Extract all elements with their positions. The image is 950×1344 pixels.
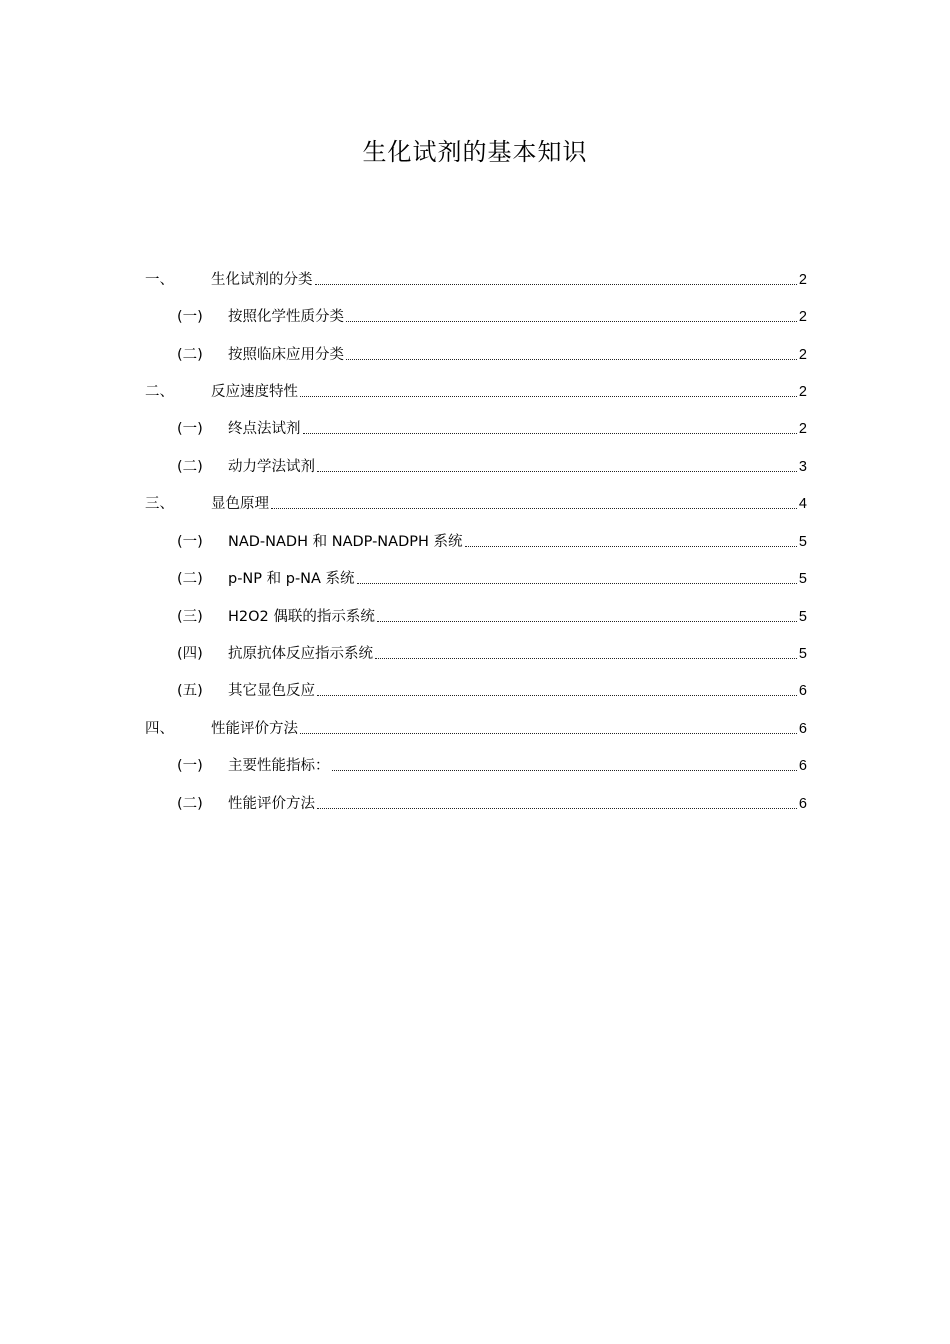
toc-entry[interactable]: [177, 526, 807, 552]
toc-entry-title: 显色原理: [211, 496, 269, 512]
toc-entry-page: 4: [798, 496, 807, 512]
toc-entry[interactable]: [177, 675, 807, 701]
toc-entry-title: 其它显色反应: [228, 683, 315, 699]
toc-dot-leader: [300, 732, 797, 734]
toc-entry-page: 2: [798, 384, 807, 400]
toc-entry[interactable]: [177, 451, 807, 477]
toc-entry-page: 6: [798, 796, 807, 812]
toc-dot-leader: [332, 769, 797, 771]
toc-entry[interactable]: [177, 339, 807, 365]
toc-entry-title: 终点法试剂: [228, 421, 301, 437]
toc-entry[interactable]: [177, 413, 807, 439]
toc-entry-page: 5: [798, 609, 807, 625]
toc-entry-title: 按照化学性质分类: [228, 309, 344, 325]
toc-entry[interactable]: [145, 376, 807, 402]
document-title: 生化试剂的基本知识: [362, 138, 588, 166]
toc-entry-page: 2: [798, 272, 807, 288]
toc-entry-page: 5: [798, 534, 807, 550]
toc-dot-leader: [346, 358, 797, 360]
toc-entry-title: 反应速度特性: [211, 384, 298, 400]
toc-dot-leader: [465, 545, 797, 547]
toc-entry[interactable]: [177, 788, 807, 814]
toc-entry-number: 二、: [145, 384, 174, 400]
toc-entry-number: (四): [177, 646, 203, 662]
toc-entry-title: 生化试剂的分类: [211, 272, 313, 288]
toc-entry[interactable]: [145, 488, 807, 514]
toc-entry-title: NAD-NADH 和 NADP-NADPH 系统: [228, 534, 463, 550]
toc-entry-title: 性能评价方法: [228, 796, 315, 812]
toc-entry-page: 5: [798, 571, 807, 587]
toc-entry-title: 抗原抗体反应指示系统: [228, 646, 373, 662]
toc-dot-leader: [377, 620, 797, 622]
toc-entry-number: 四、: [145, 721, 174, 737]
toc-entry-number: (一): [177, 534, 203, 550]
toc-entry-number: (二): [177, 796, 203, 812]
toc-entry-number: (二): [177, 571, 203, 587]
toc-dot-leader: [346, 320, 797, 322]
toc-entry-page: 2: [798, 347, 807, 363]
toc-dot-leader: [317, 694, 797, 696]
toc-entry-title: 动力学法试剂: [228, 459, 315, 475]
toc-dot-leader: [317, 470, 797, 472]
toc-entry-page: 6: [798, 683, 807, 699]
toc-entry-number: (三): [177, 609, 203, 625]
toc-entry[interactable]: [145, 264, 807, 290]
toc-entry-number: (一): [177, 758, 203, 774]
toc-dot-leader: [315, 283, 797, 285]
toc-entry-page: 2: [798, 309, 807, 325]
toc-entry-number: (五): [177, 683, 203, 699]
toc-entry[interactable]: [177, 638, 807, 664]
toc-entry-number: 一、: [145, 272, 174, 288]
toc-dot-leader: [303, 432, 797, 434]
toc-entry-number: 三、: [145, 496, 174, 512]
toc-entry-title: p-NP 和 p-NA 系统: [228, 571, 355, 587]
toc-entry[interactable]: [145, 713, 807, 739]
toc-entry[interactable]: [177, 750, 807, 776]
toc-entry[interactable]: [177, 301, 807, 327]
toc-entry[interactable]: [177, 601, 807, 627]
toc-entry-title: H2O2 偶联的指示系统: [228, 609, 375, 625]
toc-dot-leader: [357, 582, 797, 584]
toc-dot-leader: [300, 395, 797, 397]
toc-entry-number: (二): [177, 347, 203, 363]
toc-entry-page: 2: [798, 421, 807, 437]
toc-entry-number: (一): [177, 309, 203, 325]
toc-dot-leader: [317, 807, 797, 809]
toc-entry-title: 主要性能指标：: [228, 758, 330, 774]
toc-dot-leader: [375, 657, 797, 659]
toc-entry-page: 3: [798, 459, 807, 475]
toc-entry-title: 性能评价方法: [211, 721, 298, 737]
toc-entry[interactable]: [177, 563, 807, 589]
toc-entry-page: 6: [798, 758, 807, 774]
toc-entry-number: (二): [177, 459, 203, 475]
toc-entry-number: (一): [177, 421, 203, 437]
toc-dot-leader: [271, 507, 797, 509]
toc-entry-title: 按照临床应用分类: [228, 347, 344, 363]
toc-entry-page: 6: [798, 721, 807, 737]
toc-entry-page: 5: [798, 646, 807, 662]
